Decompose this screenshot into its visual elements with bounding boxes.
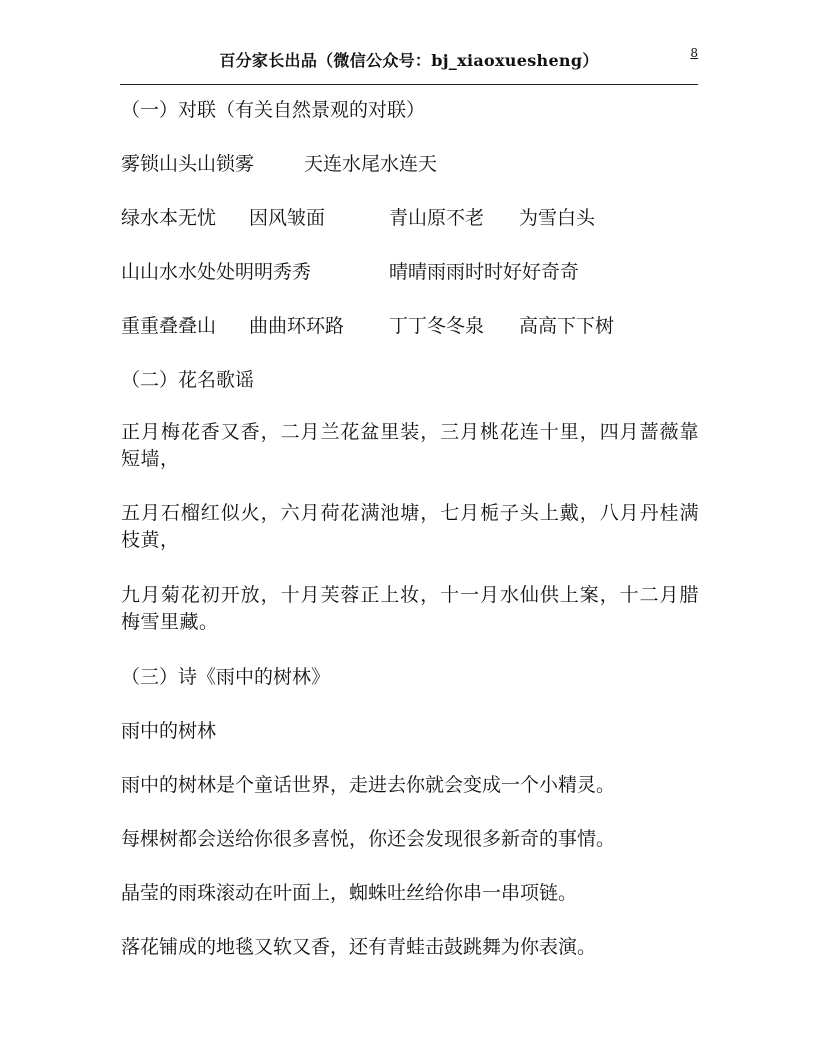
couplet-part: 晴晴雨雨时时好好奇奇 — [389, 261, 580, 283]
couplet-part: 绿水本无忧 — [121, 207, 217, 229]
header-title: 百分家长出品（微信公众号：bj_xiaoxuesheng） — [219, 51, 599, 70]
couplet-part: 重重叠叠山 — [121, 315, 217, 337]
song-paragraph: 九月菊花初开放，十月芙蓉正上妆，十一月水仙供上案，十二月腊梅雪里藏。 — [121, 584, 699, 633]
poem-line: 落花铺成的地毯又软又香，还有青蛙击鼓跳舞为你表演。 — [121, 936, 597, 958]
couplet-part: 曲曲环环路 — [249, 315, 345, 337]
section-heading-poem: （三）诗《雨中的树林》 — [121, 666, 331, 688]
section-heading-couplets: （一）对联（有关自然景观的对联） — [121, 99, 426, 121]
page-number: 8 — [690, 46, 698, 60]
couplet-part: 为雪白头 — [519, 207, 596, 229]
song-paragraph: 正月梅花香又香，二月兰花盆里装，三月桃花连十里，四月蔷薇靠短墙， — [121, 421, 699, 470]
poem-line: 晶莹的雨珠滚动在叶面上，蜘蛛吐丝给你串一串项链。 — [121, 882, 578, 904]
couplet-part: 天连水尾水连天 — [304, 153, 438, 175]
couplet-part: 因风皱面 — [249, 207, 326, 229]
section-heading-flower-song: （二）花名歌谣 — [121, 369, 255, 391]
couplet-part: 雾锁山头山锁雾 — [121, 153, 255, 175]
couplet-part: 山山水水处处明明秀秀 — [121, 261, 312, 283]
poem-line: 每棵树都会送给你很多喜悦，你还会发现很多新奇的事情。 — [121, 828, 616, 850]
song-paragraph: 五月石榴红似火，六月荷花满池塘，七月栀子头上戴，八月丹桂满枝黄， — [121, 502, 699, 551]
page-header — [120, 44, 698, 85]
couplet-part: 丁丁冬冬泉 — [389, 315, 485, 337]
poem-title: 雨中的树林 — [121, 720, 217, 742]
couplet-part: 高高下下树 — [519, 315, 615, 337]
couplet-part: 青山原不老 — [389, 207, 485, 229]
poem-line: 雨中的树林是个童话世界，走进去你就会变成一个小精灵。 — [121, 774, 616, 796]
